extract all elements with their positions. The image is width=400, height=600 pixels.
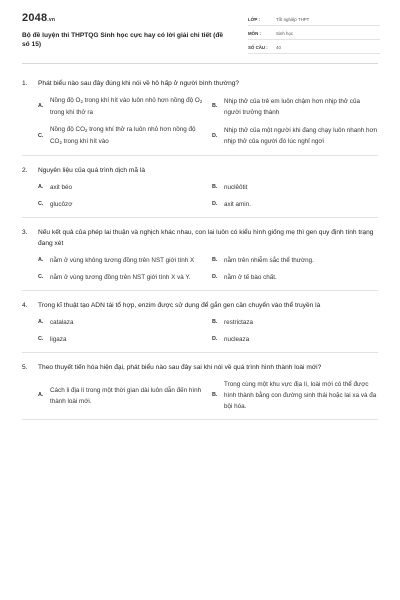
meta-row	[248, 28, 380, 40]
option-text-part: ligaza	[50, 336, 67, 343]
answer-option[interactable]	[212, 334, 378, 345]
subscript: 2	[59, 140, 62, 145]
option-text-part: nằm ở tế bào chất.	[224, 274, 277, 281]
meta-value: Tốt nghiệp THPT	[276, 17, 310, 22]
question-line	[22, 300, 378, 311]
question-number: 5.	[22, 364, 28, 371]
meta-value: 40	[276, 45, 281, 50]
question-number: 3.	[22, 229, 28, 236]
meta-key: LỚP :	[248, 17, 260, 22]
option-text	[50, 272, 204, 283]
question-text: Theo thuyết tiến hóa hiện đại, phát biểu nào sau đây sai khi nói về quá trình hình thành loài mới?	[38, 364, 322, 371]
option-letter: B.	[212, 392, 218, 398]
logo-suffix: .vn	[47, 17, 56, 23]
subscript: 2	[85, 128, 88, 133]
option-text	[50, 124, 204, 148]
answer-option[interactable]	[38, 255, 204, 266]
option-text-part: trong khí thở ra luôn nhỏ hơn nồng độ CO	[50, 126, 196, 145]
answer-option[interactable]	[38, 199, 204, 210]
option-text-part: trong khí hít vào luôn nhỏ hơn nồng độ O	[82, 97, 200, 104]
option-text-part: nằm trên nhiễm sắc thể thường.	[224, 257, 314, 264]
option-letter: A.	[38, 319, 44, 325]
answer-option[interactable]	[38, 317, 204, 328]
option-letter: D.	[212, 132, 218, 139]
answer-option[interactable]	[212, 95, 378, 118]
option-text	[50, 334, 204, 345]
answer-option[interactable]	[212, 272, 378, 283]
question-block	[22, 362, 378, 420]
option-letter: C.	[38, 274, 44, 280]
answer-option[interactable]	[212, 182, 378, 193]
option-text	[224, 182, 378, 193]
option-text	[50, 255, 204, 266]
option-text	[224, 379, 378, 412]
question-line	[22, 362, 378, 373]
option-text	[224, 255, 378, 266]
meta-row	[248, 14, 380, 26]
question-line	[22, 165, 378, 176]
option-text-part: Nồng độ CO	[50, 126, 86, 133]
answer-option[interactable]	[212, 379, 378, 412]
option-text-part: catalaza	[50, 319, 74, 326]
option-letter: C.	[38, 201, 44, 207]
logo-main: 2048	[22, 12, 48, 24]
option-text-part: nucleaza	[224, 336, 250, 343]
question-text: Trong kĩ thuật tạo ADN tái tổ hợp, enzim được sử dụng để gắn gen cần chuyển vào thể truyền là	[38, 302, 321, 309]
option-text-part: Trong cùng một khu vực địa lí, loài mới có thể được hình thành bằng con đường sinh thái hoặc lai xa và đa bội hóa.	[224, 381, 377, 410]
option-text-part: Nồng độ O	[50, 97, 81, 104]
answer-option[interactable]	[38, 124, 204, 148]
subscript: 2	[199, 99, 203, 104]
option-text	[50, 199, 204, 210]
question-number: 1.	[22, 80, 28, 87]
option-letter: A.	[38, 184, 44, 190]
site-logo[interactable]	[22, 12, 55, 24]
question-block	[22, 165, 378, 218]
answer-options	[22, 95, 378, 148]
answer-option[interactable]	[212, 317, 378, 328]
option-text-part: Cách li địa lí trong một thời gian dài luôn dẫn đến hình thành loài mới.	[50, 386, 202, 405]
answer-option[interactable]	[38, 272, 204, 283]
option-text-part: nằm ở vùng tương đồng trên NST giới tính X và Y.	[50, 274, 191, 281]
option-letter: B.	[212, 319, 218, 325]
option-text	[224, 272, 378, 283]
answer-option[interactable]	[212, 255, 378, 266]
answer-option[interactable]	[38, 379, 204, 412]
option-text-part: nuclêôtit	[224, 184, 248, 191]
question-block	[22, 227, 378, 291]
option-text-part: Nhịp thở của trẻ em luôn chậm hơn nhịp thở của người trưởng thành	[224, 97, 360, 116]
document-meta	[248, 14, 380, 56]
answer-options	[22, 255, 378, 283]
option-letter: A.	[38, 392, 44, 398]
answer-options	[22, 317, 378, 345]
document-title: Bộ đề luyện thi THPTQG Sinh học cực hay có lời giải chi tiết (đề số 15)	[22, 32, 224, 48]
option-letter: B.	[212, 257, 218, 263]
meta-row	[248, 42, 380, 54]
option-letter: B.	[212, 184, 218, 190]
document-header	[22, 0, 378, 64]
meta-key: MÔN :	[248, 31, 261, 36]
option-text	[224, 199, 378, 210]
answer-option[interactable]	[212, 199, 378, 210]
answer-option[interactable]	[38, 95, 204, 118]
option-letter: D.	[212, 201, 218, 207]
option-text-part: trong khí thở ra	[50, 109, 93, 116]
answer-option[interactable]	[38, 182, 204, 193]
question-number: 2.	[22, 167, 28, 174]
option-letter: C.	[38, 132, 44, 139]
meta-key: SỐ CÂU :	[248, 45, 268, 50]
option-text-part: glucôzơ	[50, 201, 73, 208]
question-line	[22, 78, 378, 89]
option-text-part: nằm ở vùng không tương đồng trên NST giới tính X	[50, 257, 195, 264]
option-text-part: axit amin.	[224, 201, 251, 208]
option-letter: D.	[212, 274, 218, 280]
answer-options	[22, 379, 378, 412]
question-text: Phát biểu nào sau đây đúng khi nói về hô hấp ở người bình thường?	[38, 80, 240, 87]
option-letter: A.	[38, 257, 44, 263]
option-text-part: restrictaza	[224, 319, 254, 326]
option-text-part: Nhịp thở của một người khi đang chạy luôn nhanh hơn nhịp thở của người đó lúc nghỉ ngơi	[224, 127, 378, 145]
option-text-part: axit béo	[50, 184, 73, 191]
answer-option[interactable]	[212, 124, 378, 148]
option-text	[50, 385, 204, 407]
question-block	[22, 300, 378, 353]
option-text	[224, 125, 378, 147]
meta-value: Sinh học	[276, 31, 294, 36]
option-text	[224, 317, 378, 328]
option-text	[224, 96, 378, 118]
question-block	[22, 78, 378, 156]
option-letter: A.	[38, 103, 44, 109]
option-text	[50, 182, 204, 193]
question-line	[22, 227, 378, 249]
answer-option[interactable]	[38, 334, 204, 345]
question-text: Nguyên liệu của quá trình dịch mã là	[38, 167, 146, 174]
answer-options	[22, 182, 378, 210]
question-number: 4.	[22, 302, 28, 309]
option-text	[224, 334, 378, 345]
option-text	[50, 95, 204, 118]
option-text-part: trong khí hít vào	[61, 138, 109, 145]
question-text: Nếu kết quả của phép lai thuận và nghịch khác nhau, con lai luôn có kiểu hình giống mẹ thì gen quy định tính trạng đang xét	[38, 229, 374, 247]
question-list	[22, 78, 378, 429]
option-text	[50, 317, 204, 328]
subscript: 2	[80, 99, 83, 104]
option-letter: D.	[212, 336, 218, 342]
option-letter: C.	[38, 336, 44, 342]
option-letter: B.	[212, 103, 218, 109]
